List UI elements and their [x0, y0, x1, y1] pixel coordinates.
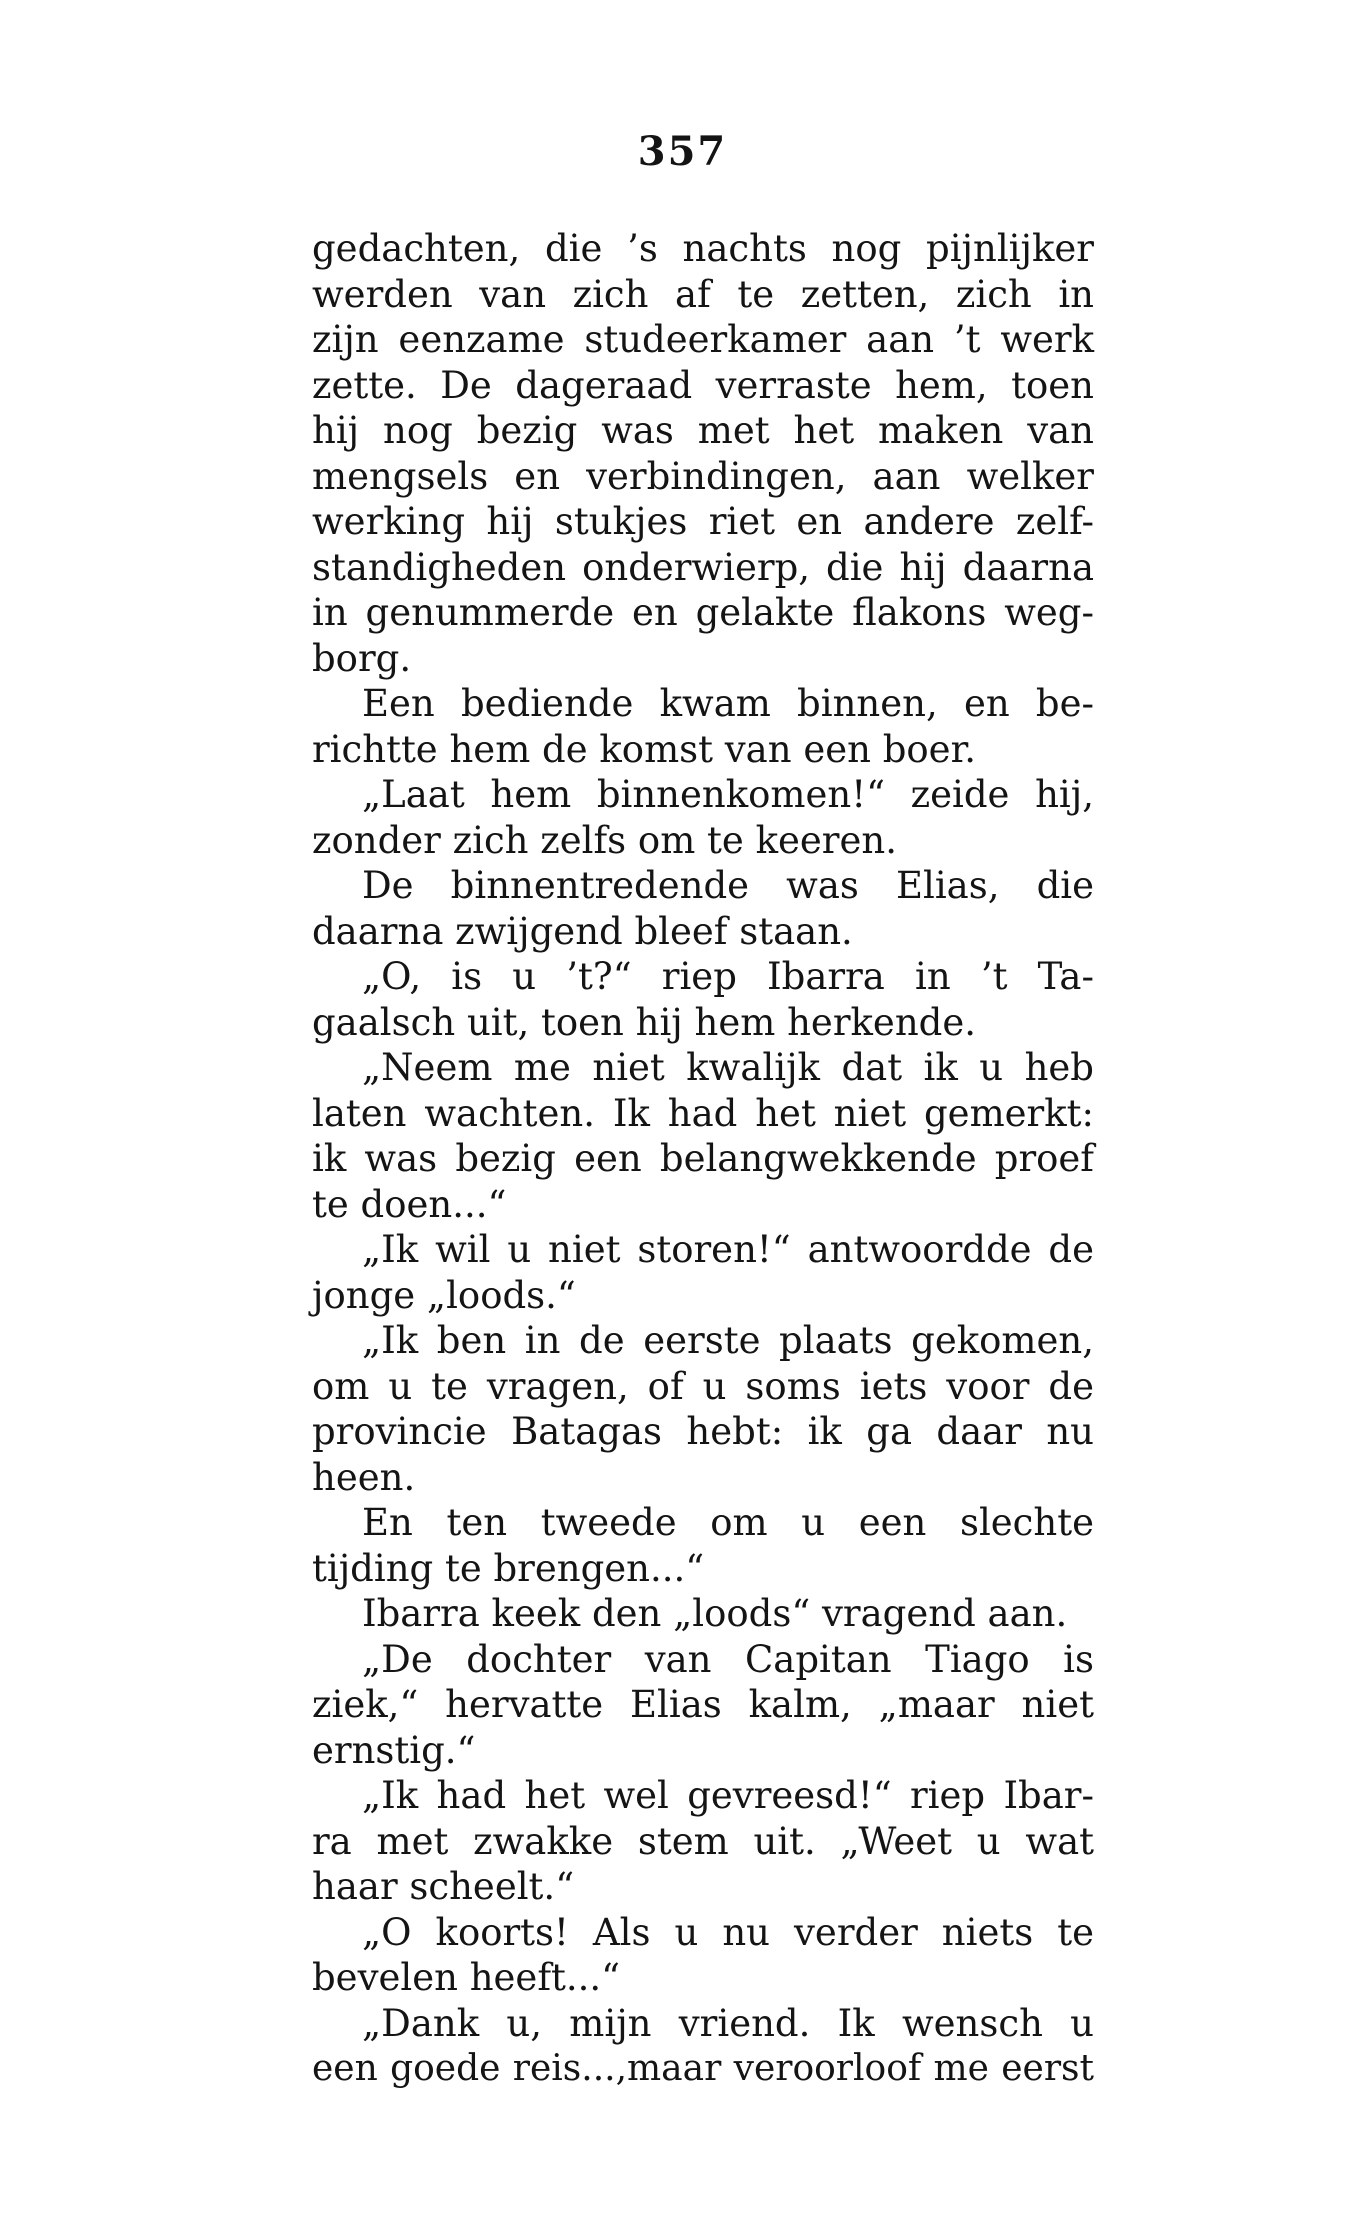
text-line: werden van zich af te zetten, zich in [312, 272, 1094, 316]
text-line: bevelen heeft...“ [312, 1956, 621, 1999]
text-line: zette. De dageraad verraste hem, toen [312, 363, 1094, 407]
text-line: provincie Batagas hebt: ik ga daar nu [312, 1410, 1094, 1453]
text-line: ra met zwakke stem uit. „Weet u wat [312, 1819, 1094, 1863]
text-line: heen. [312, 1455, 416, 1499]
text-line: een goede reis...,maar veroorloof me eerst [312, 2048, 1094, 2089]
text-line: tijding te brengen...“ [312, 1546, 705, 1590]
text-line: „O, is u ’t?“ riep Ibarra in ’t Ta- [362, 955, 1094, 998]
text-line: „De dochter van Capitan Tiago is [362, 1637, 1094, 1681]
text-line: zonder zich zelfs om te keeren. [312, 818, 897, 862]
text-line: daarna zwijgend bleef staan. [312, 909, 853, 953]
text-line: gaalsch uit, toen hij hem herkende. [312, 1000, 976, 1044]
text-line: richtte hem de komst van een boer. [312, 727, 976, 771]
text-line: En ten tweede om u een slechte [362, 1501, 1094, 1544]
text-line: „Dank u, mijn vriend. Ik wensch u [362, 2001, 1094, 2045]
text-line: werking hij stukjes riet en andere zelf- [312, 500, 1094, 543]
text-line: De binnentredende was Elias, die [362, 864, 1094, 907]
text-line: laten wachten. Ik had het niet gemerkt: [312, 1091, 1094, 1135]
text-line: te doen...“ [312, 1182, 507, 1226]
text-line: gedachten, die ’s nachts nog pijnlijker [312, 227, 1094, 270]
text-line: ziek,“ hervatte Elias kalm, „maar niet [312, 1683, 1094, 1726]
text-line: standigheden onderwierp, die hij daarna [312, 545, 1094, 589]
text-line: jonge „loods.“ [312, 1273, 576, 1317]
body-text [312, 226, 1094, 2092]
text-line: ik was bezig een belangwekkende proef [312, 1137, 1094, 1180]
text-line: borg. [312, 636, 412, 680]
text-line: „O koorts! Als u nu verder niets te [362, 1910, 1094, 1954]
text-line: „Ik ben in de eerste plaats gekomen, [362, 1319, 1094, 1362]
text-line: mengsels en verbindingen, aan welker [312, 454, 1094, 498]
text-line: hij nog bezig was met het maken van [312, 409, 1094, 452]
text-line: Een bediende kwam binnen, en be- [362, 682, 1094, 725]
text-line: ernstig.“ [312, 1728, 476, 1772]
text-line: in genummerde en gelakte flakons weg- [312, 591, 1094, 634]
text-line: „Laat hem binnenkomen!“ zeide hij, [362, 773, 1094, 816]
text-line: haar scheelt.“ [312, 1865, 575, 1908]
text-line: zijn eenzame studeerkamer aan ’t werk [312, 318, 1094, 361]
text-line: „Ik wil u niet storen!“ antwoordde de [362, 1228, 1094, 1271]
text-line: om u te vragen, of u soms iets voor de [312, 1364, 1094, 1408]
text-line: „Neem me niet kwalijk dat ik u heb [362, 1046, 1094, 1089]
text-line: Ibarra keek den „loods“ vragend aan. [362, 1592, 1068, 1635]
text-line: „Ik had het wel gevreesd!“ riep Ibar- [362, 1774, 1094, 1817]
page-number: 357 [637, 128, 728, 175]
